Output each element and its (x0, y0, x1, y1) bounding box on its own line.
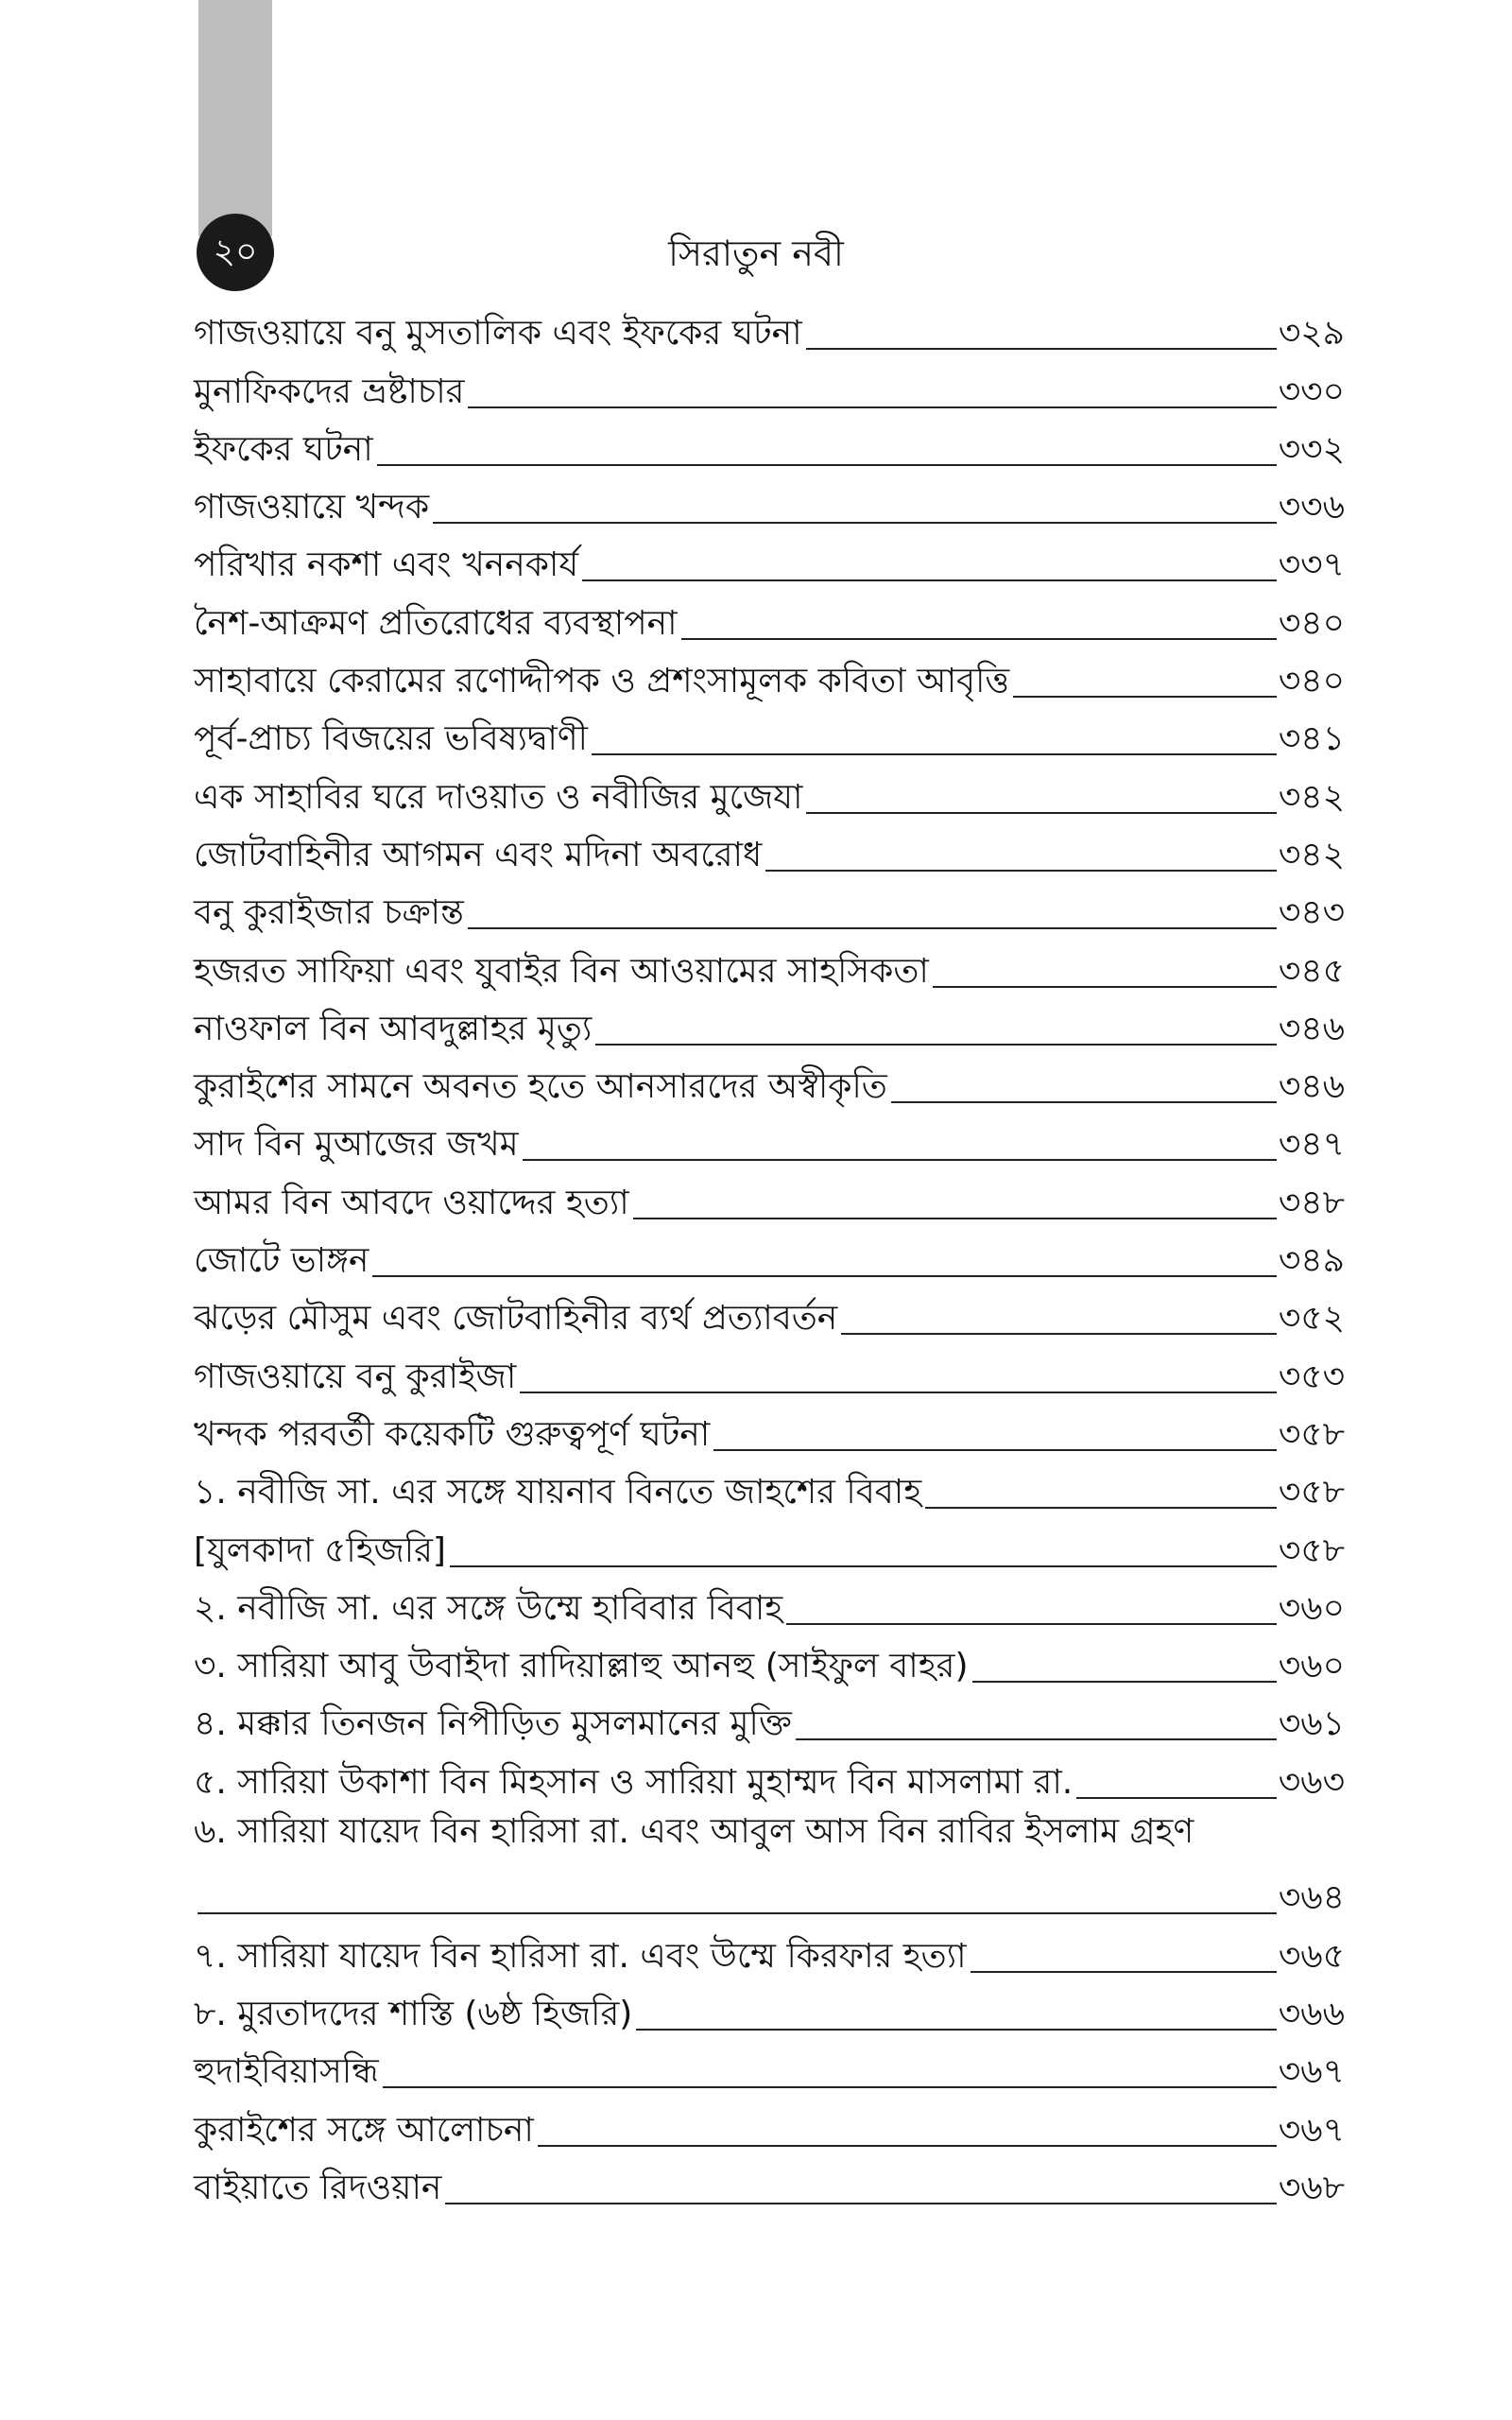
toc-leader-line (786, 1623, 1277, 1625)
toc-entry-page: ৩৫৮ (1278, 1473, 1345, 1512)
toc-entry-title: ২. নবীজি সা. এর সঙ্গে উম্মে হাবিবার বিবাহ (194, 1588, 783, 1628)
toc-entry (194, 1749, 1345, 1806)
toc-entry-page: ৩৪২ (1278, 777, 1345, 817)
toc-entry (194, 706, 1345, 764)
toc-entry (194, 1460, 1345, 1517)
toc-leader-line (765, 870, 1277, 872)
toc-entry-title: ৩. সারিয়া আবু উবাইদা রাদিয়াল্লাহু আনহু (সাইফুল বাহর) (194, 1647, 969, 1686)
toc-entry-title: ৬. সারিয়া যায়েদ বিন হারিসা রা. এবং আবুল আস বিন রাবির ইসলাম গ্রহণ (194, 1811, 1194, 1851)
toc-entry-title: কুরাইশের সঙ্গে আলোচনা (194, 2110, 534, 2150)
toc-entry-title: বাইয়াতে রিদওয়ান (194, 2168, 442, 2207)
toc-entry-page: ৩৪০ (1278, 603, 1345, 643)
toc-entry-page: ৩৩০ (1278, 372, 1345, 411)
toc-entry (194, 996, 1345, 1054)
toc-entry-title: [যুলকাদা ৫হিজরি] (194, 1530, 446, 1570)
toc-entry-page: ৩৬৭ (1278, 2110, 1345, 2150)
toc-entry-title: ১. নবীজি সা. এর সঙ্গে যায়নাব বিনতে জাহশের বিবাহ (194, 1473, 922, 1512)
toc-entry-page: ৩৪৮ (1278, 1183, 1345, 1222)
toc-entry-title: সাদ বিন মুআজের জখম (194, 1125, 519, 1165)
toc-entry-page: ৩৬৬ (1278, 1994, 1345, 2033)
toc-entry-page: ৩৬৪ (1278, 1878, 1345, 1918)
toc-entry (194, 1112, 1345, 1169)
toc-leader-line (796, 1738, 1277, 1740)
toc-leader-line (1013, 696, 1277, 698)
toc-entry-title: সাহাবায়ে কেরামের রণোদ্দীপক ও প্রশংসামূলক কবিতা আবৃত্তি (194, 662, 1010, 701)
toc-entry-title: পূর্ব-প্রাচ্য বিজয়ের ভবিষ্যদ্বাণী (194, 719, 588, 759)
toc-entry (194, 1054, 1345, 1112)
toc-leader-line (383, 2086, 1277, 2088)
toc-leader-line (933, 986, 1277, 988)
toc-entry (194, 1402, 1345, 1460)
toc-entry (194, 417, 1345, 475)
toc-leader-line (891, 1101, 1277, 1103)
toc-leader-line (520, 1392, 1277, 1393)
toc-entry (194, 1517, 1345, 1575)
toc-leader-line (538, 2145, 1277, 2147)
toc-entry (194, 475, 1345, 532)
toc-entry-page: ৩৪৯ (1278, 1241, 1345, 1281)
toc-entry-page: ৩৩২ (1278, 429, 1345, 469)
toc-entry-title: ঝড়ের মৌসুম এবং জোটবাহিনীর ব্যর্থ প্রত্যাবর্তন (194, 1299, 838, 1339)
toc-entry-page: ৩৩৬ (1278, 488, 1345, 527)
toc-entry (194, 590, 1345, 648)
toc-entry-page: ৩৬৭ (1278, 2052, 1345, 2092)
running-title: সিরাতুন নবী (668, 233, 844, 274)
toc-entry-page: ৩৪১ (1278, 719, 1345, 759)
toc-entry (194, 1865, 1345, 1923)
toc-entry-title: ৫. সারিয়া উকাশা বিন মিহসান ও সারিয়া মুহাম্মদ বিন মাসলামা রা. (194, 1762, 1074, 1802)
toc-entry (194, 880, 1345, 938)
toc-entry (194, 1169, 1345, 1227)
toc-entry-title: খন্দক পরবর্তী কয়েকটি গুরুত্বপূর্ণ ঘটনা (194, 1414, 711, 1454)
toc-entry-page: ৩২৯ (1278, 314, 1345, 354)
toc-leader-line (841, 1333, 1277, 1335)
toc-leader-line (1076, 1797, 1277, 1799)
toc-entry-page: ৩৪৫ (1278, 951, 1345, 991)
toc-entry-title: ৪. মক্কার তিনজন নিপীড়িত মুসলমানের মুক্তি (194, 1704, 792, 1744)
toc-entry (194, 1634, 1345, 1691)
toc-entry (194, 2155, 1345, 2213)
toc-leader-line (450, 1565, 1277, 1567)
toc-leader-line (592, 753, 1277, 755)
toc-leader-line (972, 1681, 1277, 1683)
toc-leader-line (468, 927, 1277, 929)
toc-leader-line (925, 1507, 1277, 1509)
toc-leader-line (582, 579, 1277, 581)
toc-entry-page: ৩৫২ (1278, 1299, 1345, 1339)
toc-leader-line (806, 348, 1277, 350)
toc-entry (194, 1286, 1345, 1343)
table-of-contents (194, 301, 1345, 2213)
toc-leader-line (681, 638, 1277, 640)
toc-entry (194, 1923, 1345, 1980)
toc-entry-title: জোটবাহিনীর আগমন এবং মদিনা অবরোধ (194, 835, 763, 874)
toc-leader-line (971, 1971, 1277, 1973)
toc-entry (194, 1981, 1345, 2039)
toc-entry (194, 301, 1345, 358)
toc-entry-page: ৩৫৩ (1278, 1357, 1345, 1396)
toc-entry-title: গাজওয়ায়ে খন্দক (194, 488, 430, 527)
toc-entry-page: ৩৪০ (1278, 662, 1345, 701)
toc-leader-line (595, 1044, 1277, 1046)
toc-leader-line (198, 1912, 1277, 1914)
toc-entry-page: ৩৪৬ (1278, 1009, 1345, 1048)
toc-entry-title: আমর বিন আবদে ওয়াদ্দের হত্যা (194, 1183, 629, 1222)
toc-entry-title: গাজওয়ায়ে বনু মুসতালিক এবং ইফকের ঘটনা (194, 314, 802, 354)
toc-leader-line (806, 812, 1276, 814)
toc-entry-title: নাওফাল বিন আবদুল্লাহর মৃত্যু (194, 1009, 593, 1048)
toc-entry (194, 1576, 1345, 1634)
toc-entry (194, 1691, 1345, 1749)
toc-entry (194, 358, 1345, 416)
toc-entry-title: এক সাহাবির ঘরে দাওয়াত ও নবীজির মুজেযা (194, 777, 803, 817)
toc-entry-page: ৩৬০ (1278, 1588, 1345, 1628)
toc-entry-page: ৩৬০ (1278, 1647, 1345, 1686)
toc-entry-title: বনু কুরাইজার চক্রান্ত (194, 893, 464, 933)
toc-leader-line (445, 2203, 1276, 2204)
page-edge-tab (198, 0, 272, 236)
toc-entry-page: ৩৫৮ (1278, 1414, 1345, 1454)
toc-entry-title: মুনাফিকদের ভ্রষ্টাচার (194, 372, 465, 411)
toc-entry (194, 532, 1345, 590)
toc-entry-page: ৩৫৮ (1278, 1530, 1345, 1570)
toc-entry (194, 2097, 1345, 2154)
toc-leader-line (633, 1218, 1277, 1219)
toc-entry (194, 764, 1345, 821)
toc-entry-title: হুদাইবিয়াসন্ধি (194, 2052, 379, 2092)
toc-entry-page: ৩৩৭ (1278, 545, 1345, 585)
toc-entry (194, 938, 1345, 995)
toc-entry-title: ইফকের ঘটনা (194, 429, 373, 469)
toc-entry-title: হজরত সাফিয়া এবং যুবাইর বিন আওয়ামের সাহসিকতা (194, 951, 929, 991)
toc-entry-title: ৭. সারিয়া যায়েদ বিন হারিসা রা. এবং উম্মে কিরফার হত্যা (194, 1936, 967, 1976)
toc-leader-line (636, 2029, 1276, 2031)
toc-entry (194, 1807, 1345, 1865)
toc-leader-line (468, 406, 1276, 408)
toc-entry-title: নৈশ-আক্রমণ প্রতিরোধের ব্যবস্থাপনা (194, 603, 678, 643)
toc-entry-page: ৩৪৬ (1278, 1067, 1345, 1107)
toc-entry-page: ৩৬৮ (1278, 2168, 1345, 2207)
toc-leader-line (523, 1159, 1277, 1161)
toc-leader-line (713, 1449, 1277, 1451)
page-number-badge: ২০ (197, 214, 274, 291)
toc-entry-title: পরিখার নকশা এবং খননকার্য (194, 545, 579, 585)
toc-entry-page: ৩৬৩ (1278, 1762, 1345, 1802)
toc-entry-page: ৩৪২ (1278, 835, 1345, 874)
toc-leader-line (433, 522, 1277, 524)
toc-entry-page: ৩৬৫ (1278, 1936, 1345, 1976)
toc-entry-title: জোটে ভাঙ্গন (194, 1241, 369, 1281)
toc-leader-line (372, 1275, 1276, 1277)
toc-entry-page: ৩৪৭ (1278, 1125, 1345, 1165)
toc-entry-title: কুরাইশের সামনে অবনত হতে আনসারদের অস্বীকৃতি (194, 1067, 887, 1107)
toc-entry (194, 822, 1345, 880)
toc-entry-title: গাজওয়ায়ে বনু কুরাইজা (194, 1357, 517, 1396)
toc-entry (194, 648, 1345, 706)
toc-entry-page: ৩৬১ (1278, 1704, 1345, 1744)
toc-entry (194, 2039, 1345, 2097)
toc-entry-page: ৩৪৩ (1278, 893, 1345, 933)
toc-entry (194, 1228, 1345, 1286)
toc-entry (194, 1343, 1345, 1401)
toc-leader-line (377, 464, 1277, 466)
toc-entry-title: ৮. মুরতাদদের শাস্তি (৬ষ্ঠ হিজরি) (194, 1994, 633, 2033)
